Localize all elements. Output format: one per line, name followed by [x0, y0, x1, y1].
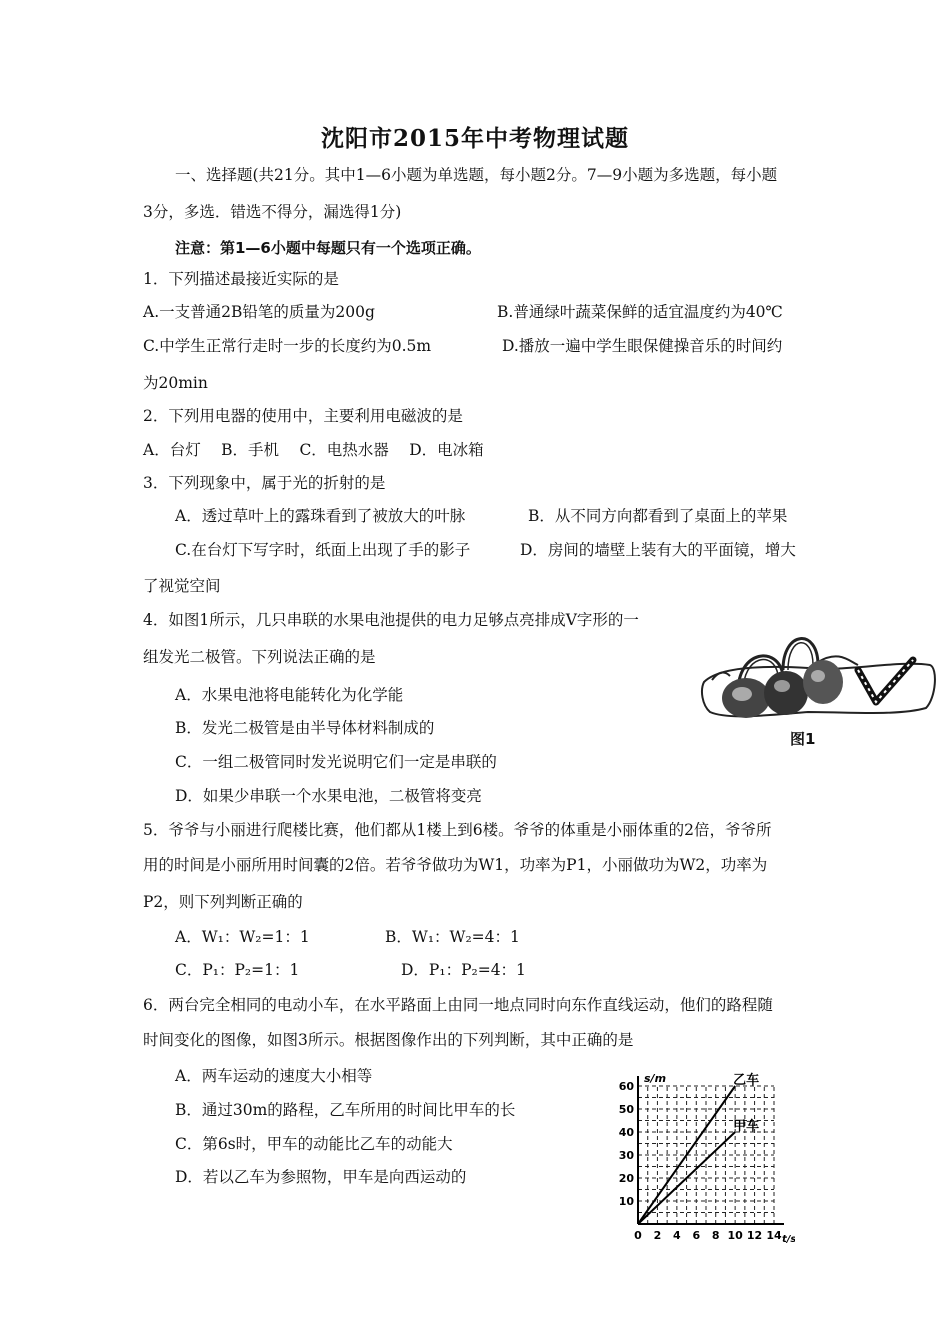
fruit-battery-illustration	[698, 620, 943, 755]
q1-option-d-cont: 为20min	[143, 374, 208, 392]
q6-stem-1: 6．两台完全相同的电动小车，在水平路面上由同一地点同时向东作直线运动，他们的路程随	[143, 996, 773, 1014]
q1-option-a: A.一支普通2B铅笔的质量为200g	[143, 303, 375, 321]
note-line: 注意：第1—6小题中每题只有一个选项正确。	[175, 239, 481, 257]
x-tick-label: 4	[673, 1229, 681, 1242]
q1-option-d: D.播放一遍中学生眼保健操音乐的时间约	[502, 337, 783, 355]
q1-stem: 1．下列描述最接近实际的是	[143, 270, 339, 288]
y-tick-label: 60	[618, 1080, 634, 1093]
q3-stem: 3．下列现象中，属于光的折射的是	[143, 474, 386, 492]
intro-line-1: 一、选择题(共21分。其中1—6小题为单选题，每小题2分。7—9小题为多选题，每小题	[175, 166, 778, 184]
figure-1-caption: 图1	[790, 730, 816, 748]
q6-option-a: A．两车运动的速度大小相等	[175, 1067, 373, 1085]
q6-option-c: C．第6s时，甲车的动能比乙车的动能大	[175, 1135, 453, 1153]
series-label: 甲车	[733, 1119, 760, 1134]
q3-option-a: A．透过草叶上的露珠看到了被放大的叶脉	[175, 507, 466, 525]
y-tick-label: 50	[618, 1103, 634, 1116]
st-chart-svg	[610, 1060, 795, 1250]
q4-option-b: B．发光二极管是由半导体材料制成的	[175, 719, 435, 737]
q3-option-c: C.在台灯下写字时，纸面上出现了手的影子	[175, 541, 471, 559]
q3-option-d-cont: 了视觉空间	[143, 577, 221, 595]
q6-stem-2: 时间变化的图像，如图3所示。根据图像作出的下列判断，其中正确的是	[143, 1031, 634, 1049]
y-tick-label: 10	[618, 1195, 634, 1208]
y-tick-label: 40	[618, 1126, 634, 1139]
x-tick-label: 14	[766, 1229, 782, 1242]
q5-stem-2: 用的时间是小丽所用时间囊的2倍。若爷爷做功为W1，功率为P1，小丽做功为W2，功率为	[143, 856, 768, 874]
q5-option-b: B．W₁：W₂=4：1	[385, 928, 520, 946]
x-axis-label: t/s	[782, 1234, 795, 1245]
x-tick-label: 12	[746, 1229, 763, 1242]
q1-option-c: C.中学生正常行走时一步的长度约为0.5m	[143, 337, 432, 355]
q4-option-a: A．水果电池将电能转化为化学能	[175, 686, 404, 704]
intro-line-2: 3分，多选．错选不得分，漏选得1分)	[143, 203, 402, 221]
q5-option-d: D．P₁：P₂=4：1	[401, 961, 526, 979]
x-tick-label: 10	[727, 1229, 743, 1242]
q6-option-b: B．通过30m的路程，乙车所用的时间比甲车的长	[175, 1101, 516, 1119]
q1-option-b: B.普通绿叶蔬菜保鲜的适宜温度约为40℃	[497, 303, 783, 321]
x-tick-label: 2	[653, 1229, 662, 1242]
q4-option-d: D．如果少串联一个水果电池，二极管将变亮	[175, 787, 482, 805]
q4-stem-1: 4．如图1所示，几只串联的水果电池提供的电力足够点亮排成V字形的一	[143, 611, 639, 629]
figure-3-chart	[610, 1060, 795, 1250]
q5-option-a: A．W₁：W₂=1：1	[175, 928, 310, 946]
q2-options: A．台灯 B．手机 C．电热水器 D．电冰箱	[143, 441, 484, 459]
q5-stem-1: 5．爷爷与小丽进行爬楼比赛，他们都从1楼上到6楼。爷爷的体重是小丽体重的2倍，爷爷所	[143, 821, 772, 839]
q4-option-c: C．一组二极管同时发光说明它们一定是串联的	[175, 753, 497, 771]
x-tick-label: 0	[634, 1229, 642, 1242]
y-tick-label: 20	[618, 1172, 634, 1185]
q2-stem: 2．下列用电器的使用中，主要利用电磁波的是	[143, 407, 463, 425]
q5-option-c: C．P₁：P₂=1：1	[175, 961, 300, 979]
q3-option-b: B．从不同方向都看到了桌面上的苹果	[528, 507, 788, 525]
q5-stem-3: P2，则下列判断正确的	[143, 893, 303, 911]
figure-1	[698, 620, 943, 755]
y-axis-label: s/m	[644, 1072, 667, 1085]
page-title: 沈阳市2015年中考物理试题	[320, 125, 629, 152]
q6-option-d: D．若以乙车为参照物，甲车是向西运动的	[175, 1168, 467, 1186]
series-label: 乙车	[733, 1073, 760, 1088]
q3-option-d: D．房间的墙壁上装有大的平面镜，增大	[520, 541, 796, 559]
q4-stem-2: 组发光二极管。下列说法正确的是	[143, 648, 376, 666]
y-tick-label: 30	[618, 1149, 634, 1162]
x-tick-label: 6	[692, 1229, 701, 1242]
x-tick-label: 8	[711, 1229, 720, 1242]
